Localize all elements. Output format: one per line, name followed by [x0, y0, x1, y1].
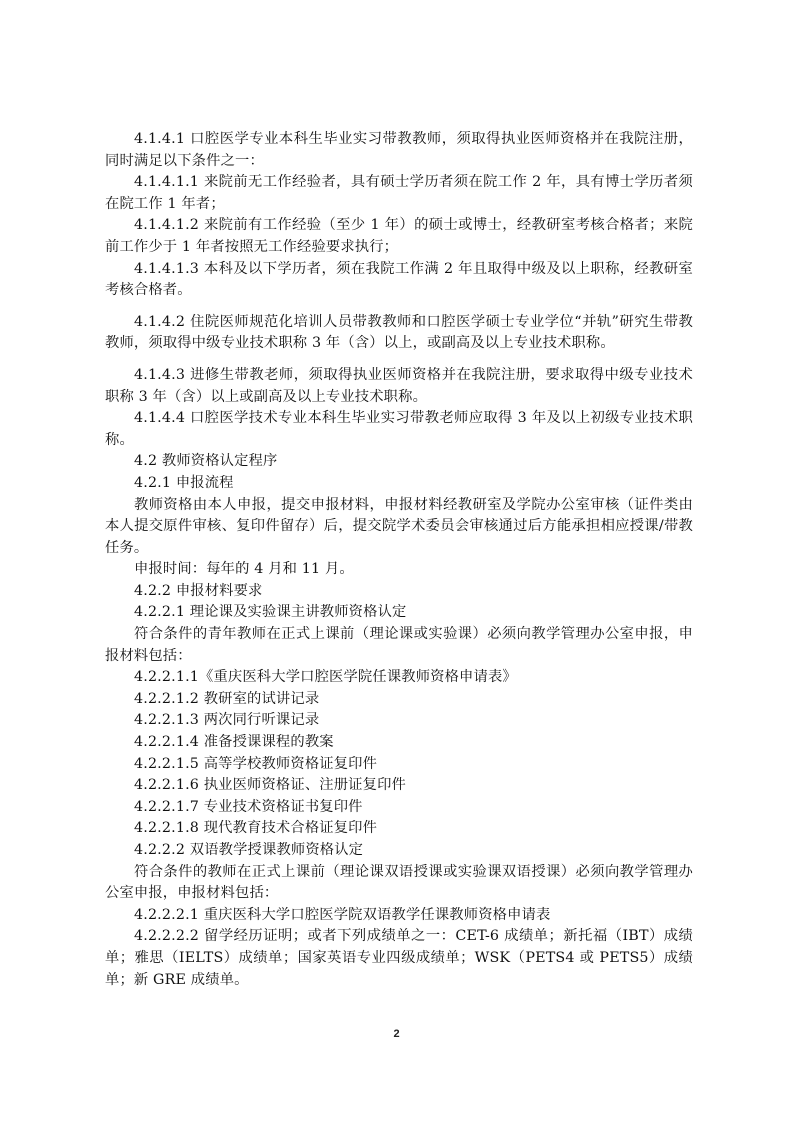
paragraph: 4.2.2 申报材料要求: [134, 582, 263, 599]
paragraph: 4.2.2.1.5 高等学校教师资格证复印件: [134, 755, 378, 772]
document-body: [105, 129, 693, 991]
paragraph: 4.1.4.1.2 来院前有工作经验（至少 1 年）的硕士或博士，经教研室考核合格者；来院前工作少于 1 年者按照无工作经验要求执行；: [105, 217, 693, 255]
paragraph: 4.1.4.1 口腔医学专业本科生毕业实习带教教师，须取得执业医师资格并在我院注册，同时满足以下条件之一：: [105, 131, 693, 169]
paragraph: 4.2.2.1.7 专业技术资格证书复印件: [134, 798, 363, 815]
paragraph: 符合条件的教师在正式上课前（理论课双语授课或实验课双语授课）必须向教学管理办公室申报，申报材料包括：: [105, 863, 693, 902]
paragraph: 4.1.4.1.3 本科及以下学历者，须在我院工作满 2 年且取得中级及以上职称，经教研室考核合格者。: [105, 260, 693, 299]
paragraph: 4.2.2.1.8 现代教育技术合格证复印件: [134, 820, 378, 837]
page-number: 2: [393, 1028, 400, 1040]
paragraph: 4.1.4.1.1 来院前无工作经验者，具有硕士学历者须在院工作 2 年，具有博士学历者须在院工作 1 年者；: [105, 174, 693, 212]
paragraph: 4.1.4.3 进修生带教老师，须取得执业医师资格并在我院注册，要求取得中级专业技术职称 3 年（含）以上或副高及以上专业技术职称。: [105, 366, 693, 405]
paragraph: 4.2.2.2.2 留学经历证明；或者下列成绩单之一：CET-6 成绩单；新托福（IBT）成绩单；雅思（IELTS）成绩单；国家英语专业四级成绩单；WSK（PETS4 或 PETS5）成绩单；新 GRE 成绩单。: [105, 928, 693, 988]
paragraph: 4.2.2.1.3 两次同行听课记录: [134, 712, 320, 729]
paragraph: 4.2.1 申报流程: [134, 474, 234, 491]
paragraph: 4.2.2.2 双语教学授课教师资格认定: [134, 842, 364, 858]
paragraph: 符合条件的青年教师在正式上课前（理论课或实验课）必须向教学管理办公室申报，申报材料包括：: [105, 626, 693, 664]
paragraph: 4.2.2.1.4 准备授课课程的教案: [134, 734, 334, 751]
paragraph: 4.2.2.1.2 教研室的试讲记录: [134, 690, 320, 707]
paragraph: 4.1.4.2 住院医师规范化培训人员带教教师和口腔医学硕士专业学位“并轨”研究生带教教师，须取得中级专业技术职称 3 年（含）以上，或副高及以上专业技术职称。: [105, 313, 693, 352]
paragraph: 4.2.2.1.6 执业医师资格证、注册证复印件: [134, 777, 406, 794]
paragraph: 4.2 教师资格认定程序: [134, 453, 278, 470]
paragraph: 申报时间：每年的 4 月和 11 月。: [134, 561, 354, 578]
paragraph: 4.2.2.1.1《重庆医科大学口腔医学院任课教师资格申请表》: [134, 669, 517, 686]
paragraph: 4.1.4.4 口腔医学技术专业本科生毕业实习带教老师应取得 3 年及以上初级专业技术职称。: [105, 410, 693, 448]
paragraph: 4.2.2.2.1 重庆医科大学口腔医学院双语教学任课教师资格申请表: [134, 906, 551, 923]
paragraph: 教师资格由本人申报，提交申报材料，申报材料经教研室及学院办公室审核（证件类由本人提交原件审核、复印件留存）后，提交院学术委员会审核通过后方能承担相应授课/带教任务。: [105, 496, 693, 556]
paragraph: 4.2.2.1 理论课及实验课主讲教师资格认定: [134, 604, 407, 621]
